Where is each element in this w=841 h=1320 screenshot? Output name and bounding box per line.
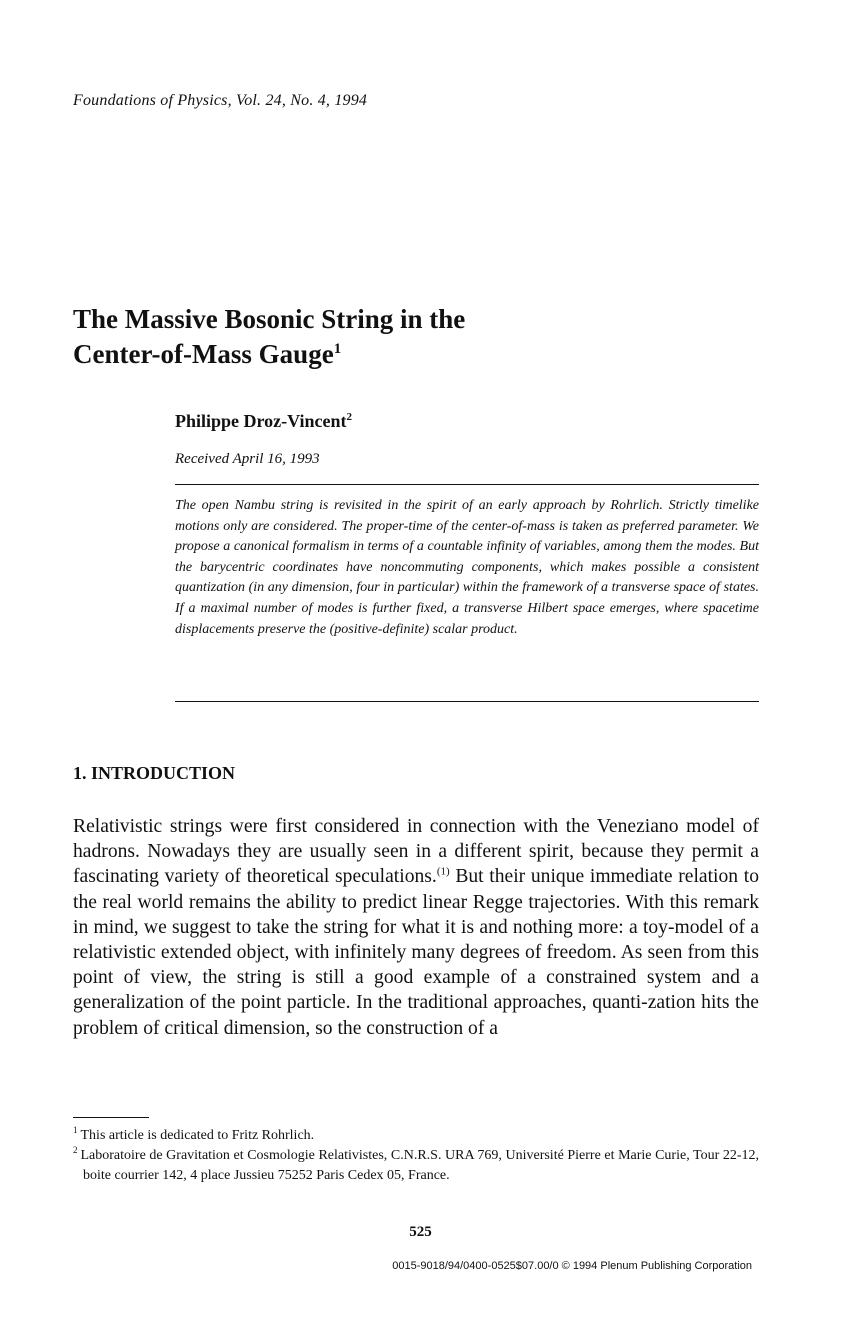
- title-line-1: The Massive Bosonic String in the: [73, 304, 466, 334]
- citation-mark: (1): [436, 865, 450, 878]
- footnote-1: [73, 1126, 759, 1146]
- author-footnote-mark: 2: [346, 411, 352, 423]
- author-text: Philippe Droz-Vincent: [175, 411, 347, 431]
- section-heading: 1. INTRODUCTION: [73, 763, 236, 783]
- paragraph-text-part-1: Relativistic strings were first considered in connection with the Veneziano model of hadrons. Nowadays they are usually seen in a different spirit, because they permit a fascinating variety of theoretical speculations.: [73, 816, 759, 888]
- abstract: The open Nambu string is revisited in the spirit of an early approach by Rohrlich. Strictly timelike motions only are considered. The proper-time of the center-of-mass is taken as preferred parameter. We propose a canonical formalism in terms of a countable infinity of variables, among them the modes. But the barycentric coordinates have noncommuting components, which makes possible a consistent quantization (in any dimension, four in particular) within the framework of a transverse space of states. If a maximal number of modes is further fixed, a transverse Hilbert space emerges, where spacetime displacements preserve the (positive-definite) scalar product.: [175, 498, 759, 637]
- journal-header: Foundations of Physics, Vol. 24, No. 4, 1994: [73, 92, 368, 109]
- page-number: 525: [409, 1224, 432, 1240]
- author-name: [175, 411, 352, 432]
- footnote-2-text: Laboratoire de Gravitation et Cosmologie Relativistes, C.N.R.S. URA 769, Université Pierre et Marie Curie, Tour 22-12, boite courrier 142, 4 place Jussieu 75252 Paris Cedex 05, France.: [80, 1148, 759, 1183]
- article-title: [73, 302, 773, 372]
- footnote-divider: [73, 1117, 149, 1118]
- abstract-bottom-rule: [175, 701, 759, 702]
- footnote-1-mark: 1: [73, 1125, 78, 1136]
- footnote-2: [73, 1146, 759, 1186]
- footnote-1-text: This article is dedicated to Fritz Rohrlich.: [80, 1128, 315, 1143]
- title-footnote-mark: 1: [333, 341, 342, 357]
- footnote-2-mark: 2: [73, 1145, 78, 1156]
- abstract-top-rule: [175, 484, 759, 485]
- received-date: Received April 16, 1993: [175, 451, 320, 467]
- title-line-2: Center-of-Mass Gauge: [73, 339, 334, 369]
- introduction-paragraph: [73, 814, 759, 1041]
- paragraph-text-part-2: But their unique immediate relation to the real world remains the ability to predict linear Regge trajectories. With this remark in mind, we suggest to take the string for what it is and nothing more: a toy-model of a relativistic extended object, with infinitely many degrees of freedom. As seen from this point of view, the string is still a good example of a constrained system and a generalization of the point particle. In the traditional approaches, quanti-zation hits the problem of critical dimension, so the construction of a: [73, 866, 759, 1039]
- copyright-line: 0015-9018/94/0400-0525$07.00/0 © 1994 Plenum Publishing Corporation: [392, 1260, 752, 1272]
